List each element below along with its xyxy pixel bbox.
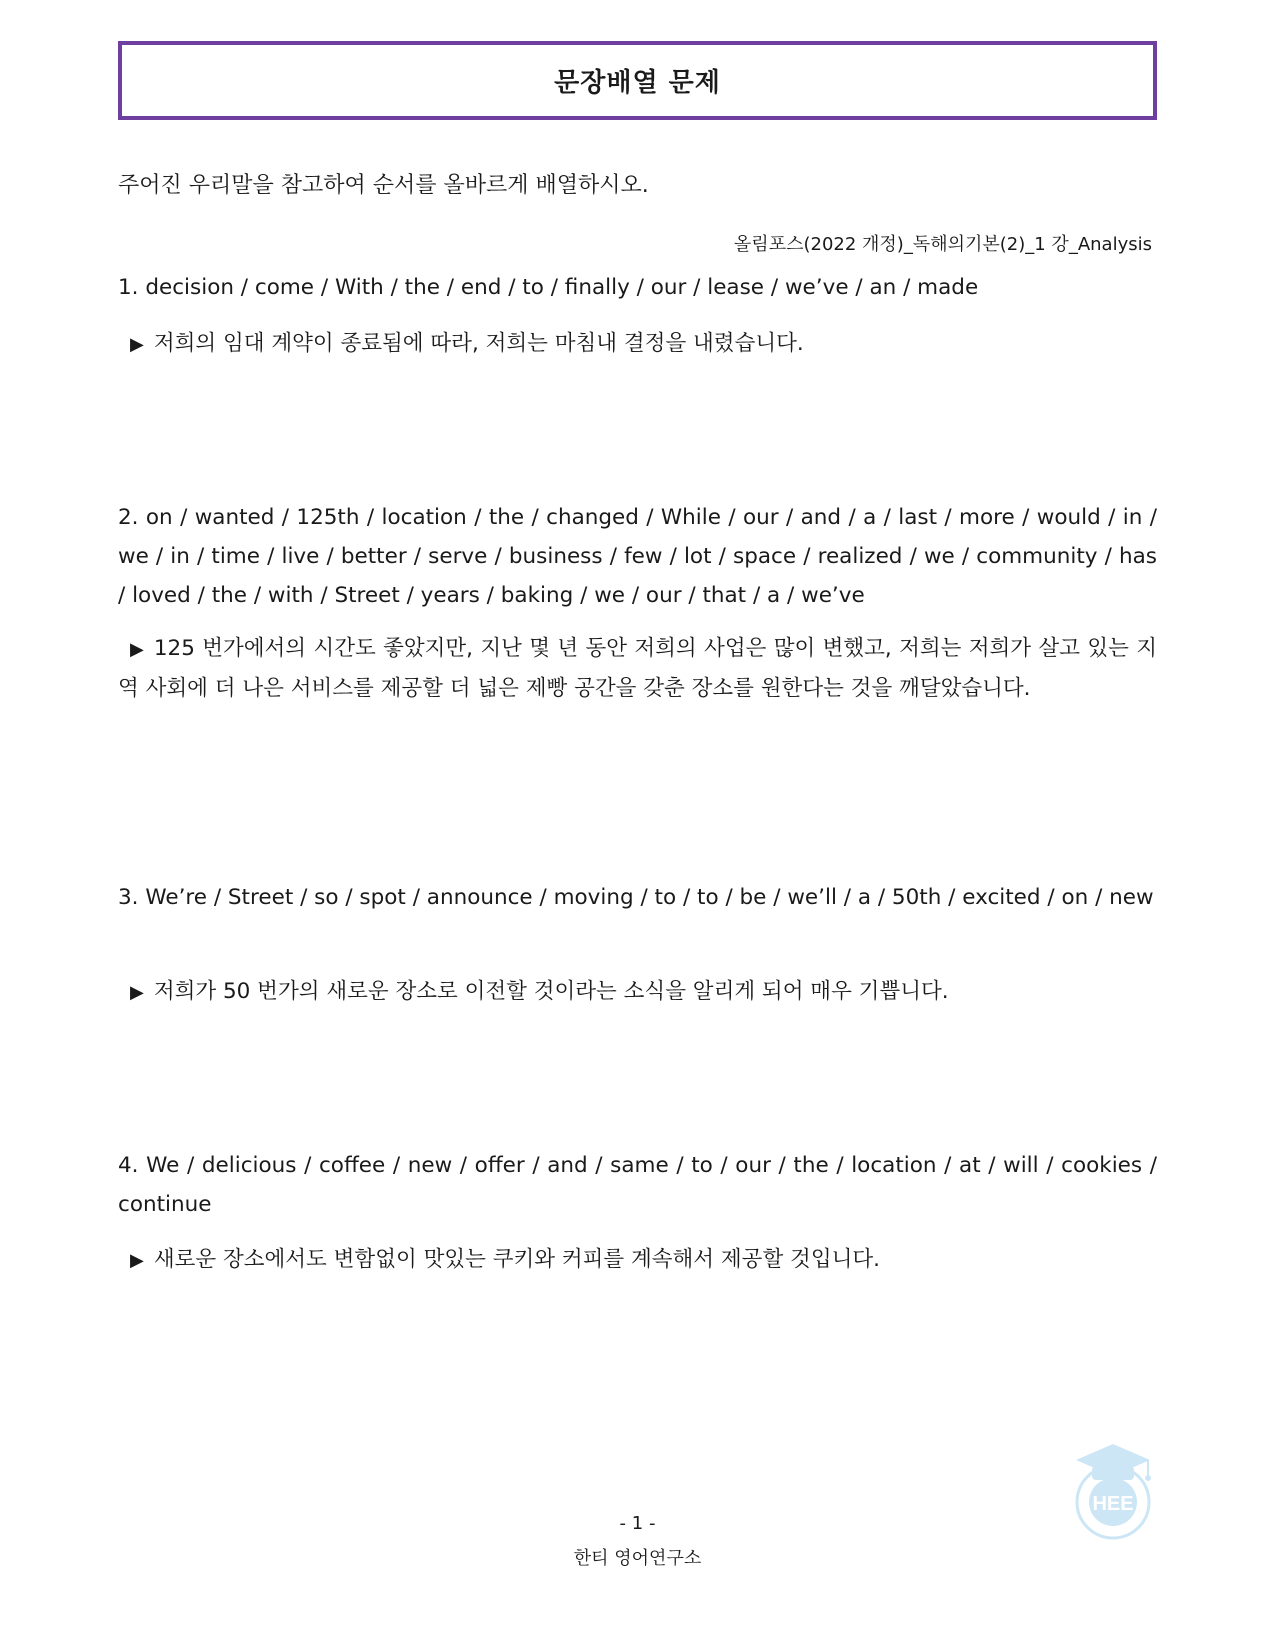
page-title: 문장배열 문제	[554, 68, 721, 98]
question-1-words: 1. decision / come / With / the / end / to / finally / our / lease / we’ve / an / made	[118, 275, 979, 300]
question-1-translation-line	[118, 324, 1157, 364]
question-4-translation-line	[118, 1240, 1157, 1280]
play-arrow-icon: ▶	[130, 1250, 144, 1271]
instruction-text: 주어진 우리말을 참고하여 순서를 올바르게 배열하시오.	[118, 173, 649, 198]
title-box	[118, 41, 1157, 120]
question-2-translation-line	[118, 629, 1157, 708]
question-2-words: 2. on / wanted / 125th / location / the / changed / While / our / and / a / last / more / would / in / we / in / time / live / better / serve / business / few / lot / space / realized / we / community / has / loved / the / with / Street / years / baking / we / our / that / a / we’ve	[118, 505, 1157, 608]
play-arrow-icon: ▶	[130, 982, 144, 1003]
question-1-translation: 저희의 임대 계약이 종료됨에 따라, 저희는 마침내 결정을 내렸습니다.	[153, 331, 804, 356]
question-2-translation: 125 번가에서의 시간도 좋았지만, 지난 몇 년 동안 저희의 사업은 많이 변했고, 저희는 저희가 살고 있는 지역 사회에 더 나은 서비스를 제공할 더 넓은 제빵 공간을 갖춘 장소를 원한다는 것을 깨달았습니다.	[118, 636, 1157, 701]
page-number: - 1 -	[619, 1513, 656, 1534]
question-3-translation: 저희가 50 번가의 새로운 장소로 이전할 것이라는 소식을 알리게 되어 매우 기쁩니다.	[153, 979, 949, 1004]
source-label: 올림포스(2022 개정)_독해의기본(2)_1 강_Analysis	[733, 234, 1152, 255]
question-3-words: 3. We’re / Street / so / spot / announce / moving / to / to / be / we’ll / a / 50th / excited / on / new	[118, 885, 1154, 910]
question-3-translation-line	[118, 972, 1157, 1012]
footer-organization: 한티 영어연구소	[573, 1548, 702, 1569]
play-arrow-icon: ▶	[130, 334, 144, 355]
logo-text: HEE	[1092, 1493, 1134, 1515]
play-arrow-icon: ▶	[130, 639, 144, 660]
question-4-words: 4. We / delicious / coffee / new / offer / and / same / to / our / the / location / at / will / cookies / continue	[118, 1153, 1157, 1217]
question-4-translation: 새로운 장소에서도 변함없이 맛있는 쿠키와 커피를 계속해서 제공할 것입니다.	[153, 1247, 880, 1272]
